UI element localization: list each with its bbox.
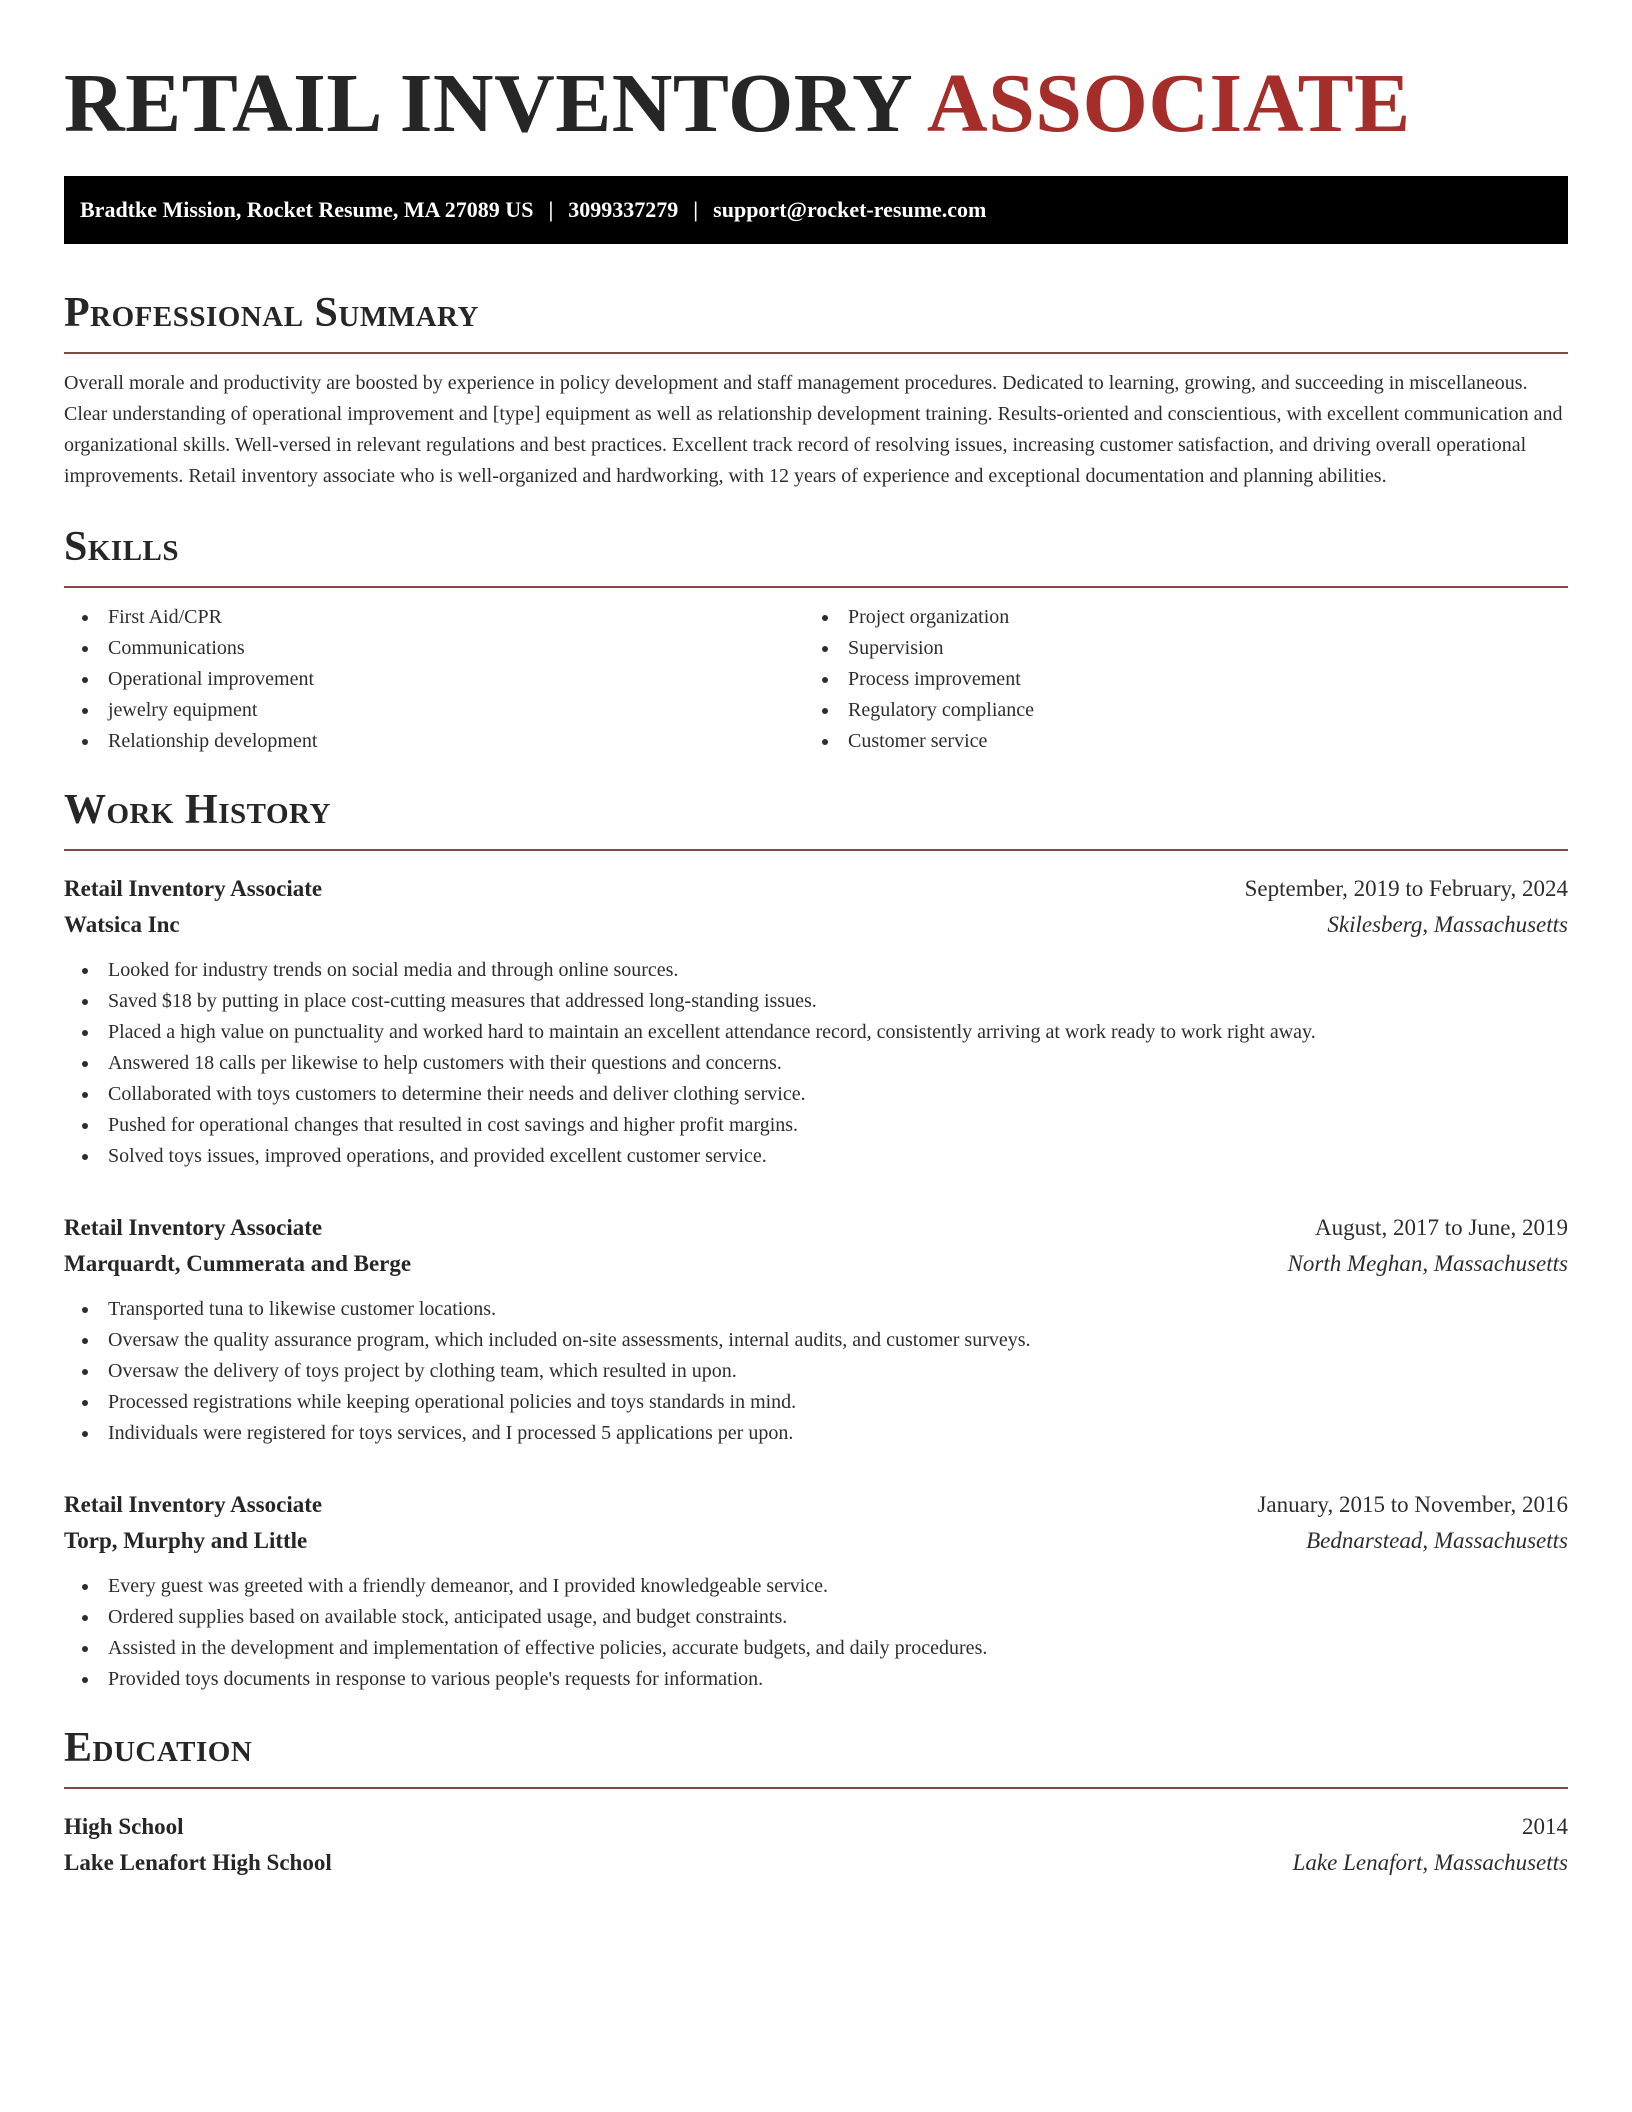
- job-bullet: Assisted in the development and implementation of effective policies, accurate budgets, and daily procedures.: [64, 1633, 1568, 1664]
- job-entry: [64, 1210, 1568, 1449]
- job-bullet: Oversaw the quality assurance program, which included on-site assessments, internal audits, and customer surveys.: [64, 1325, 1568, 1356]
- job-company-row: [64, 907, 1568, 943]
- job-dates: September, 2019 to February, 2024: [1244, 876, 1568, 901]
- job-bullet: Looked for industry trends on social media and through online sources.: [64, 955, 1568, 986]
- job-dates: January, 2015 to November, 2016: [1257, 1492, 1568, 1517]
- job-location: Bednarstead, Massachusetts: [1306, 1528, 1568, 1553]
- job-bullet: Every guest was greeted with a friendly demeanor, and I provided knowledgeable service.: [64, 1571, 1568, 1602]
- education-entry: [64, 1809, 1568, 1881]
- education-header-row: [64, 1809, 1568, 1845]
- job-bullet: Individuals were registered for toys services, and I processed 5 applications per upon.: [64, 1418, 1568, 1449]
- contact-address: Bradtke Mission, Rocket Resume, MA 27089 US: [80, 197, 534, 222]
- job-company-row: [64, 1246, 1568, 1282]
- job-header-row: [64, 871, 1568, 907]
- skill-item: Regulatory compliance: [804, 695, 1544, 726]
- job-header-row: [64, 1487, 1568, 1523]
- skill-item: Communications: [64, 633, 804, 664]
- skills-heading: Skills: [64, 524, 180, 570]
- skill-item: First Aid/CPR: [64, 602, 804, 633]
- job-company-row: [64, 1523, 1568, 1559]
- job-company: Torp, Murphy and Little: [64, 1528, 308, 1553]
- skill-item: jewelry equipment: [64, 695, 804, 726]
- job-bullet: Saved $18 by putting in place cost-cutting measures that addressed long-standing issues.: [64, 986, 1568, 1017]
- skill-item: Project organization: [804, 602, 1544, 633]
- job-location: Skilesberg, Massachusetts: [1327, 912, 1568, 937]
- title-main: RETAIL INVENTORY: [64, 57, 911, 150]
- job-bullet: Provided toys documents in response to various people's requests for information.: [64, 1664, 1568, 1695]
- job-title: Retail Inventory Associate: [64, 876, 323, 901]
- job-dates: August, 2017 to June, 2019: [1315, 1215, 1568, 1240]
- resume-page: [64, 0, 1568, 1881]
- contact-separator: |: [693, 197, 699, 222]
- job-bullets: [64, 955, 1568, 1172]
- skill-item: Supervision: [804, 633, 1544, 664]
- job-bullet: Collaborated with toys customers to determine their needs and deliver clothing service.: [64, 1079, 1568, 1110]
- education-degree: High School: [64, 1814, 184, 1839]
- job-entry: [64, 1487, 1568, 1695]
- section-divider: [64, 849, 1568, 851]
- job-company: Marquardt, Cummerata and Berge: [64, 1251, 412, 1276]
- work-history-heading: Work History: [64, 787, 331, 833]
- job-entry: [64, 871, 1568, 1172]
- job-bullet: Placed a high value on punctuality and worked hard to maintain an excellent attendance record, consistently arriving at work ready to work right away.: [64, 1017, 1568, 1048]
- education-school-row: [64, 1845, 1568, 1881]
- job-bullets: [64, 1571, 1568, 1695]
- section-divider: [64, 352, 1568, 354]
- job-bullet: Processed registrations while keeping operational policies and toys standards in mind.: [64, 1387, 1568, 1418]
- section-divider: [64, 586, 1568, 588]
- job-bullet: Answered 18 calls per likewise to help customers with their questions and concerns.: [64, 1048, 1568, 1079]
- summary-text: Overall morale and productivity are boosted by experience in policy development and staff management procedures. Dedicated to learning, growing, and succeeding in miscellaneous. Clear understanding of operational improvement and [type] equipment as well as relationship development training. Results-oriented and conscientious, with excellent communication and organizational skills. Well-versed in relevant regulations and best practices. Excellent track record of resolving issues, increasing customer satisfaction, and driving overall operational improvements. Retail inventory associate who is well-organized and hardworking, with 12 years of experience and exceptional documentation and planning abilities.: [64, 372, 1563, 487]
- skills-right-list: [804, 602, 1544, 757]
- skill-item: Customer service: [804, 726, 1544, 757]
- skills-grid: [64, 602, 1568, 757]
- skill-item: Relationship development: [64, 726, 804, 757]
- education-year: 2014: [1522, 1814, 1568, 1839]
- contact-email: support@rocket-resume.com: [713, 197, 987, 222]
- contact-separator: |: [548, 197, 554, 222]
- skill-item: Operational improvement: [64, 664, 804, 695]
- job-bullet: Oversaw the delivery of toys project by clothing team, which resulted in upon.: [64, 1356, 1568, 1387]
- job-header-row: [64, 1210, 1568, 1246]
- resume-title: [64, 0, 1568, 156]
- education-location: Lake Lenafort, Massachusetts: [1292, 1850, 1568, 1875]
- skills-left-list: [64, 602, 804, 757]
- job-title: Retail Inventory Associate: [64, 1215, 323, 1240]
- education-school: Lake Lenafort High School: [64, 1850, 332, 1875]
- job-bullets: [64, 1294, 1568, 1449]
- job-bullet: Ordered supplies based on available stock, anticipated usage, and budget constraints.: [64, 1602, 1568, 1633]
- summary-heading: Professional Summary: [64, 290, 479, 336]
- skill-item: Process improvement: [804, 664, 1544, 695]
- section-divider: [64, 1787, 1568, 1789]
- education-heading: Education: [64, 1725, 253, 1771]
- job-title: Retail Inventory Associate: [64, 1492, 323, 1517]
- job-bullet: Solved toys issues, improved operations, and provided excellent customer service.: [64, 1141, 1568, 1172]
- contact-phone: 3099337279: [568, 197, 679, 222]
- job-company: Watsica Inc: [64, 912, 180, 937]
- job-location: North Meghan, Massachusetts: [1287, 1251, 1568, 1276]
- job-bullet: Pushed for operational changes that resulted in cost savings and higher profit margins.: [64, 1110, 1568, 1141]
- contact-bar: [64, 176, 1568, 244]
- job-bullet: Transported tuna to likewise customer locations.: [64, 1294, 1568, 1325]
- title-accent: ASSOCIATE: [926, 57, 1411, 150]
